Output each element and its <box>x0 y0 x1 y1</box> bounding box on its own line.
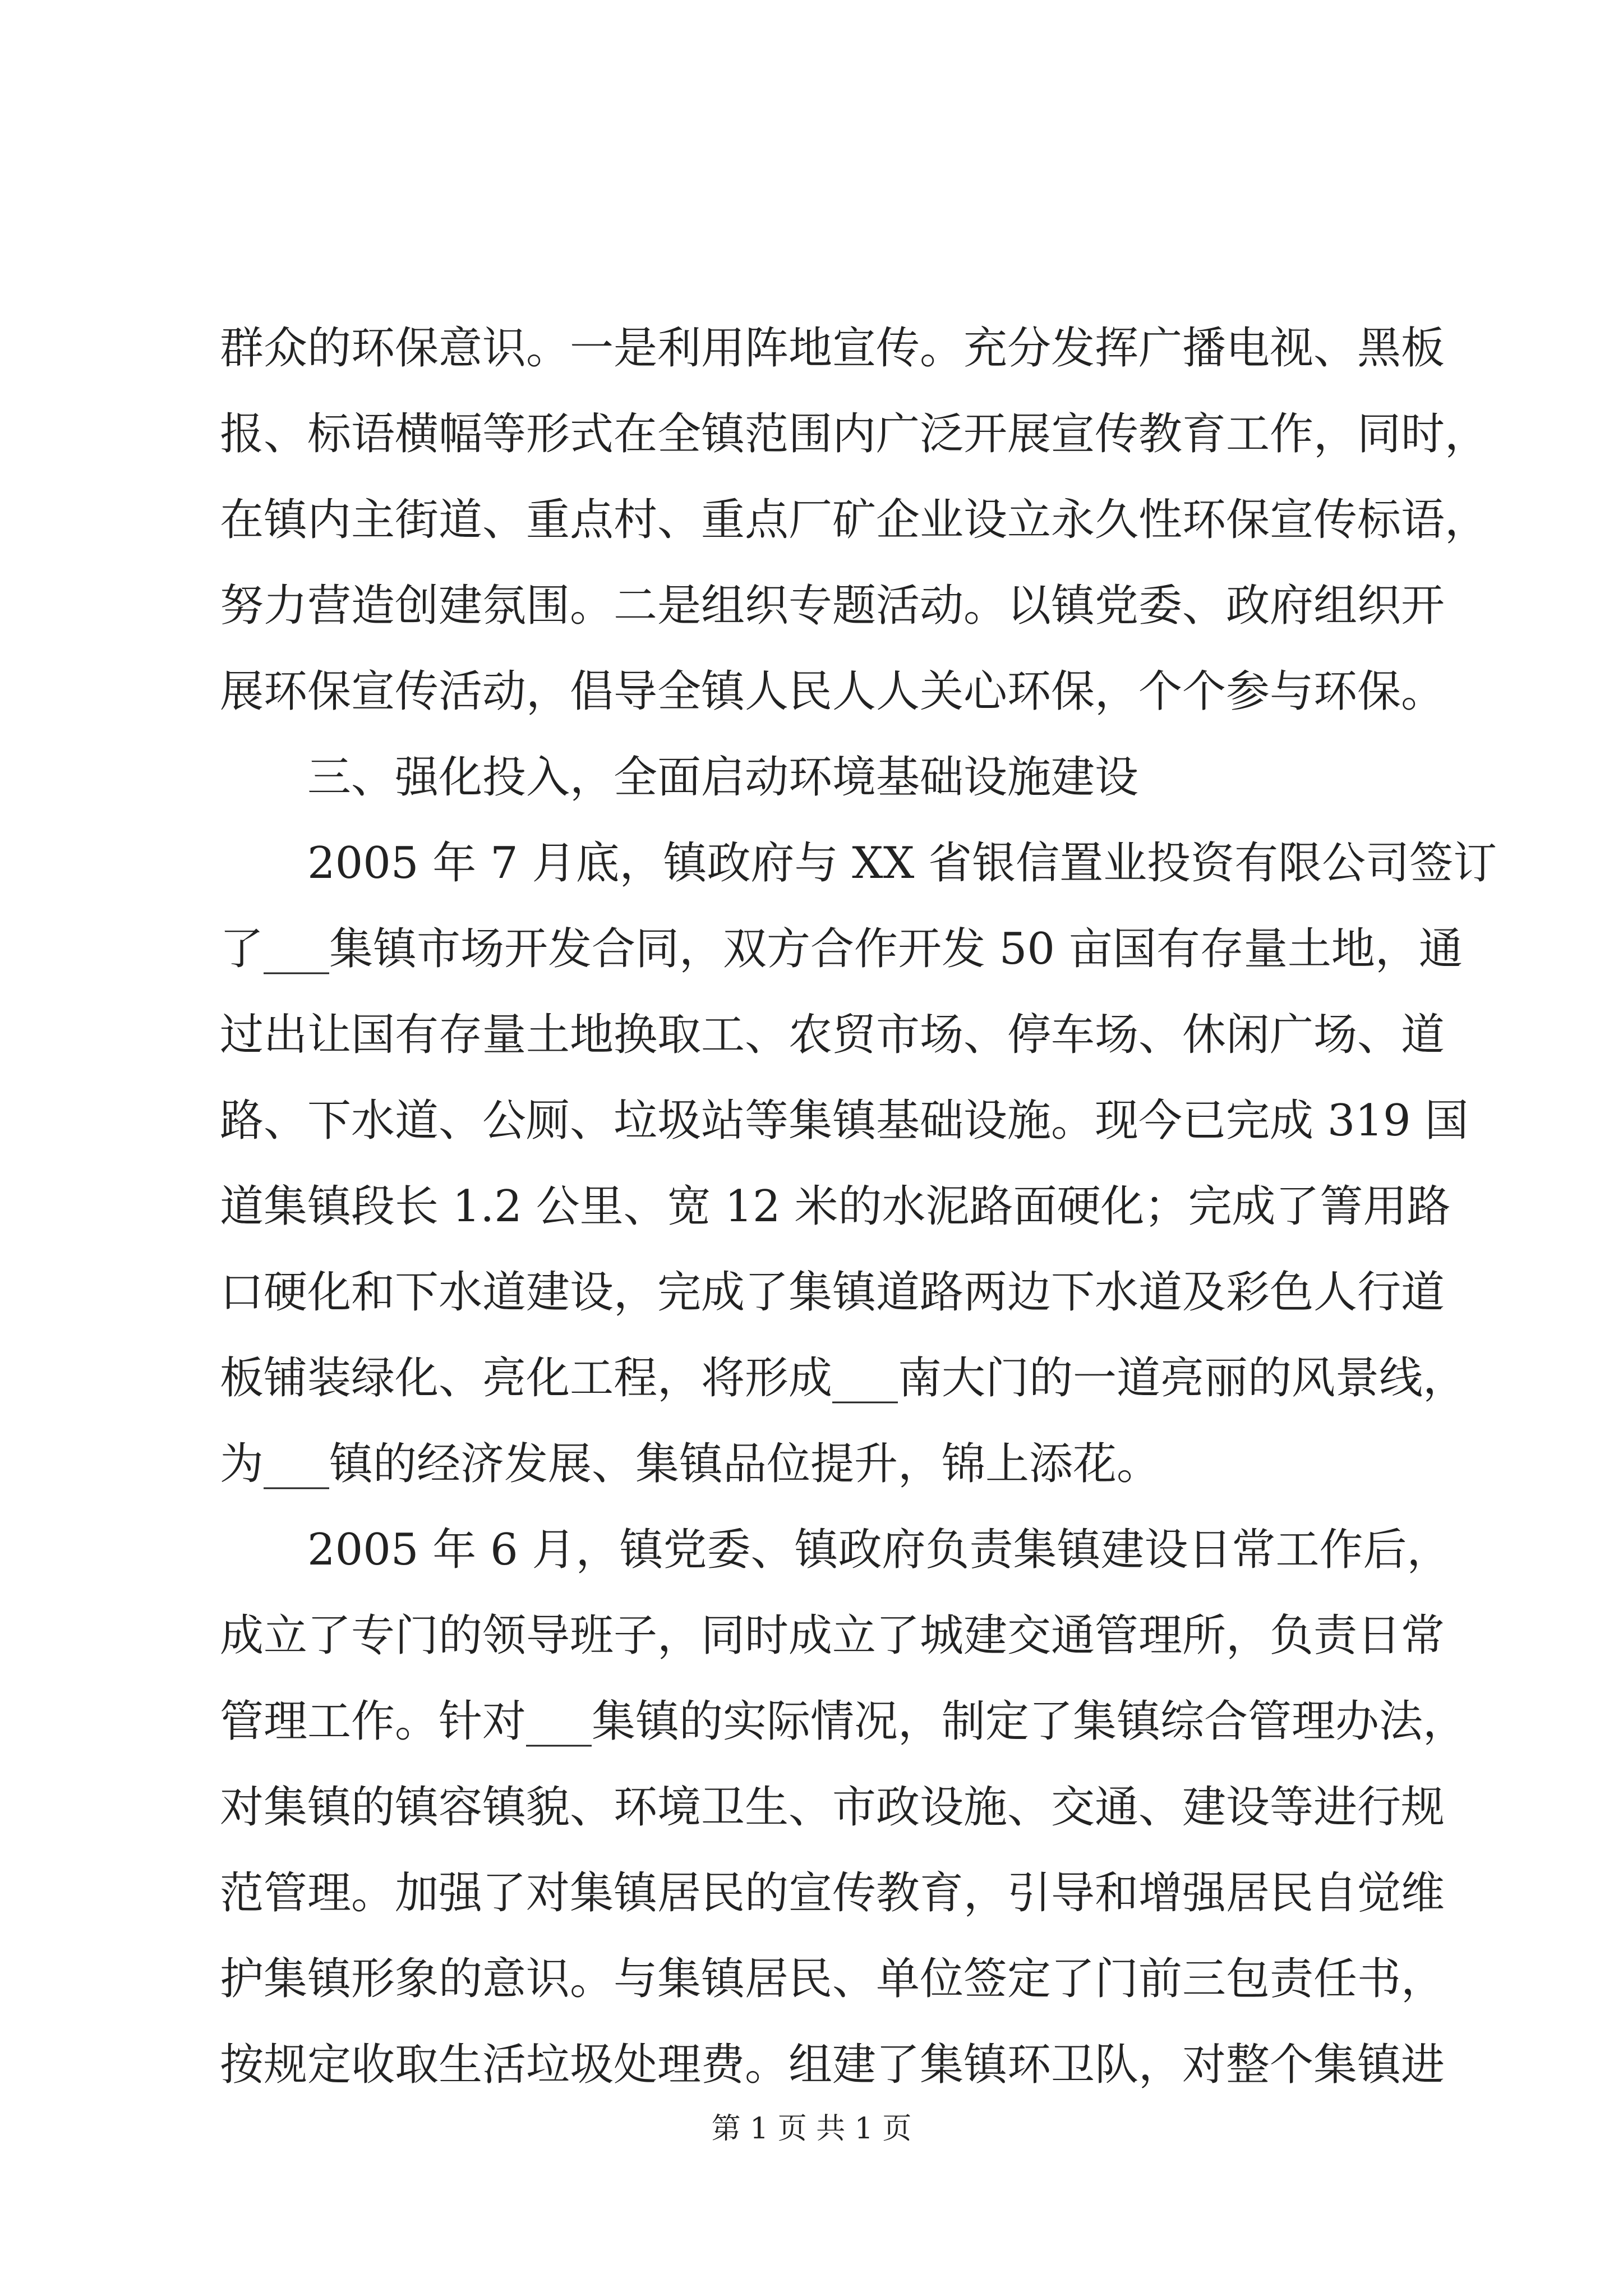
text-line: 为___镇的经济发展、集镇品位提升，锦上添花。 <box>220 1439 1161 1489</box>
text-line: 展环保宣传活动，倡导全镇人民人人关心环保，个个参与环保。 <box>220 666 1445 717</box>
text-line: 管理工作。针对___集镇的实际情况，制定了集镇综合管理办法， <box>220 1696 1467 1747</box>
text-line: 路、下水道、公厕、垃圾站等集镇基础设施。现今已完成 319 国 <box>220 1096 1469 1146</box>
text-line: 道集镇段长 1.2 公里、宽 12 米的水泥路面硬化；完成了箐用路 <box>220 1181 1451 1232</box>
text-line: 努力营造创建氛围。二是组织专题活动。以镇党委、政府组织开 <box>220 581 1445 631</box>
text-line: 了___集镇市场开发合同，双方合作开发 50 亩国有存量土地，通 <box>220 924 1463 974</box>
text-line: 2005 年 7 月底，镇政府与 XX 省银信置业投资有限公司签订 <box>307 838 1497 889</box>
text-line: 护集镇形象的意识。与集镇居民、单位签定了门前三包责任书， <box>220 1954 1445 2004</box>
page-footer <box>0 2109 1623 2148</box>
text-line: 对集镇的镇容镇貌、环境卫生、市政设施、交通、建设等进行规 <box>220 1782 1445 1833</box>
page-number: 第 1 页 共 1 页 <box>711 2112 912 2146</box>
text-line: 成立了专门的领导班子，同时成立了城建交通管理所，负责日常 <box>220 1611 1445 1661</box>
text-line: 2005 年 6 月，镇党委、镇政府负责集镇建设日常工作后， <box>307 1525 1451 1575</box>
text-line: 报、标语横幅等形式在全镇范围内广泛开展宣传教育工作，同时， <box>220 409 1489 459</box>
text-line: 板铺装绿化、亮化工程，将形成___南大门的一道亮丽的风景线， <box>220 1353 1467 1404</box>
text-line: 范管理。加强了对集镇居民的宣传教育，引导和增强居民自觉维 <box>220 1868 1445 1918</box>
section-heading: 三、强化投入，全面启动环境基础设施建设 <box>307 752 1139 803</box>
text-line: 按规定收取生活垃圾处理费。组建了集镇环卫队，对整个集镇进 <box>220 2040 1445 2090</box>
text-line: 群众的环保意识。一是利用阵地宣传。充分发挥广播电视、黑板 <box>220 323 1445 374</box>
text-line: 过出让国有存量土地换取工、农贸市场、停车场、休闲广场、道 <box>220 1010 1445 1060</box>
text-line: 口硬化和下水道建设，完成了集镇道路两边下水道及彩色人行道 <box>220 1267 1445 1318</box>
document-body <box>220 306 1497 2108</box>
text-line: 在镇内主街道、重点村、重点厂矿企业设立永久性环保宣传标语， <box>220 495 1489 545</box>
